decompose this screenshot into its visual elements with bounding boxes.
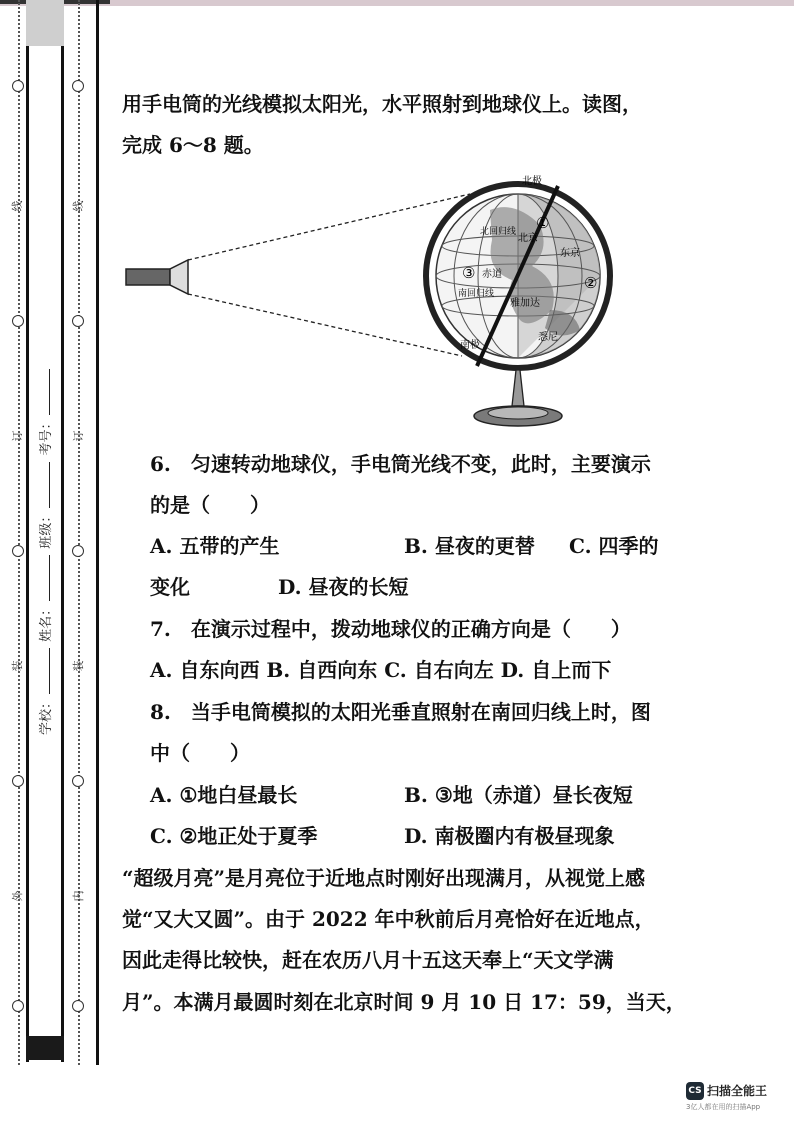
marker-1: ① bbox=[536, 216, 550, 232]
label-jakarta: 雅加达 bbox=[510, 298, 540, 309]
binding-dotted-line-inner bbox=[78, 0, 80, 1065]
binding-hole bbox=[12, 545, 24, 557]
binding-hole bbox=[12, 775, 24, 787]
globe-stand bbox=[474, 370, 562, 426]
binding-mark-inside: 内 bbox=[72, 890, 85, 902]
binding-mark-line-outer: 线 bbox=[11, 200, 24, 212]
class-field[interactable] bbox=[37, 462, 50, 508]
binding-mark-bind-outer: 订 bbox=[11, 430, 24, 442]
label-south-pole: 南极 bbox=[460, 340, 480, 351]
intro-line-2: 完成 6～8 题。 bbox=[122, 133, 264, 157]
label-sydney: 悉尼 bbox=[538, 332, 558, 343]
q7-options: A. 自东向西 B. 自西向东 C. 自右向左 D. 自上而下 bbox=[150, 658, 612, 682]
globe-figure bbox=[120, 170, 620, 430]
name-field[interactable] bbox=[37, 555, 50, 601]
q6-option-c-cont: 变化 bbox=[150, 575, 190, 599]
school-label: 学校： bbox=[39, 695, 54, 735]
q8-option-d: D. 南极圈内有极昼现象 bbox=[404, 824, 615, 848]
q6-option-d: D. 昼夜的长短 bbox=[278, 575, 409, 599]
label-tokyo: 东京 bbox=[560, 248, 580, 259]
label-tropic-cancer: 北回归线 bbox=[480, 226, 517, 236]
binding-hole bbox=[72, 545, 84, 557]
binding-hole bbox=[12, 1000, 24, 1012]
brand-name: 扫描全能王 bbox=[707, 1084, 768, 1098]
passage-line-3: 因此走得比较快，赶在农历八月十五这天奉上“天文学满 bbox=[122, 948, 614, 972]
binding-hole bbox=[72, 1000, 84, 1012]
passage-line-4: 月”。本满月最圆时刻在北京时间 9 月 10 日 17：59，当天， bbox=[122, 990, 686, 1014]
class-label: 班级： bbox=[39, 509, 54, 549]
q8-option-a: A. ①地白昼最长 bbox=[150, 783, 298, 807]
q7-stem: 7. 在演示过程中，拨动地球仪的正确方向是（ ） bbox=[150, 617, 631, 641]
margin-border bbox=[96, 0, 99, 1065]
intro-line-1: 用手电筒的光线模拟太阳光，水平照射到地球仪上。读图， bbox=[122, 92, 642, 116]
label-tropic-capricorn: 南回归线 bbox=[458, 288, 495, 298]
passage-line-2: 觉“又大又圆”。由于 2022 年中秋前后月亮恰好在近地点， bbox=[122, 907, 655, 931]
number-field[interactable] bbox=[37, 369, 50, 415]
q6-option-a: A. 五带的产生 bbox=[150, 534, 280, 558]
binding-dotted-line-outer bbox=[18, 0, 20, 1065]
binding-hole bbox=[12, 80, 24, 92]
flashlight-icon bbox=[126, 260, 188, 294]
q6-option-c: C. 四季的 bbox=[569, 534, 659, 558]
label-beijing: 北京 bbox=[518, 233, 538, 244]
number-label: 考号： bbox=[39, 416, 54, 456]
camscanner-logo-icon: CS bbox=[686, 1082, 704, 1100]
label-north-pole: 北极 bbox=[522, 176, 542, 187]
light-ray-bottom bbox=[188, 294, 462, 356]
binding-gray-block bbox=[26, 0, 64, 46]
q8-option-b: B. ③地（赤道）昼长夜短 bbox=[404, 783, 633, 807]
label-equator: 赤道 bbox=[482, 269, 502, 280]
binding-hole bbox=[12, 315, 24, 327]
binding-mark-bind-inner: 订 bbox=[72, 430, 85, 442]
binding-mark-staple-outer: 装 bbox=[11, 660, 24, 672]
passage-line-1: “超级月亮”是月亮位于近地点时刚好出现满月，从视觉上感 bbox=[122, 866, 646, 890]
school-field[interactable] bbox=[37, 648, 50, 694]
brand-tagline: 3亿人都在用的扫描App bbox=[686, 1102, 761, 1111]
name-label: 姓名： bbox=[39, 602, 54, 642]
binding-mark-outside: 外 bbox=[11, 890, 24, 902]
binding-strip-bottom bbox=[26, 1036, 64, 1060]
marker-3: ③ bbox=[462, 266, 476, 282]
q6-option-b: B. 昼夜的更替 bbox=[404, 534, 535, 558]
binding-hole bbox=[72, 315, 84, 327]
student-info-fields bbox=[32, 395, 58, 735]
marker-2: ② bbox=[584, 276, 598, 292]
scanner-watermark bbox=[686, 1080, 791, 1112]
top-edge bbox=[0, 0, 794, 6]
binding-mark-staple-inner: 装 bbox=[72, 660, 85, 672]
binding-hole bbox=[72, 80, 84, 92]
q8-option-c: C. ②地正处于夏季 bbox=[150, 824, 318, 848]
q6-line-2: 的是（ ） bbox=[150, 493, 270, 517]
q8-line-1: 8. 当手电筒模拟的太阳光垂直照射在南回归线上时，图 bbox=[150, 700, 651, 724]
binding-mark-line-inner: 线 bbox=[72, 200, 85, 212]
binding-hole bbox=[72, 775, 84, 787]
q6-line-1: 6. 匀速转动地球仪，手电筒光线不变，此时，主要演示 bbox=[150, 452, 651, 476]
q8-line-2: 中（ ） bbox=[150, 741, 250, 765]
